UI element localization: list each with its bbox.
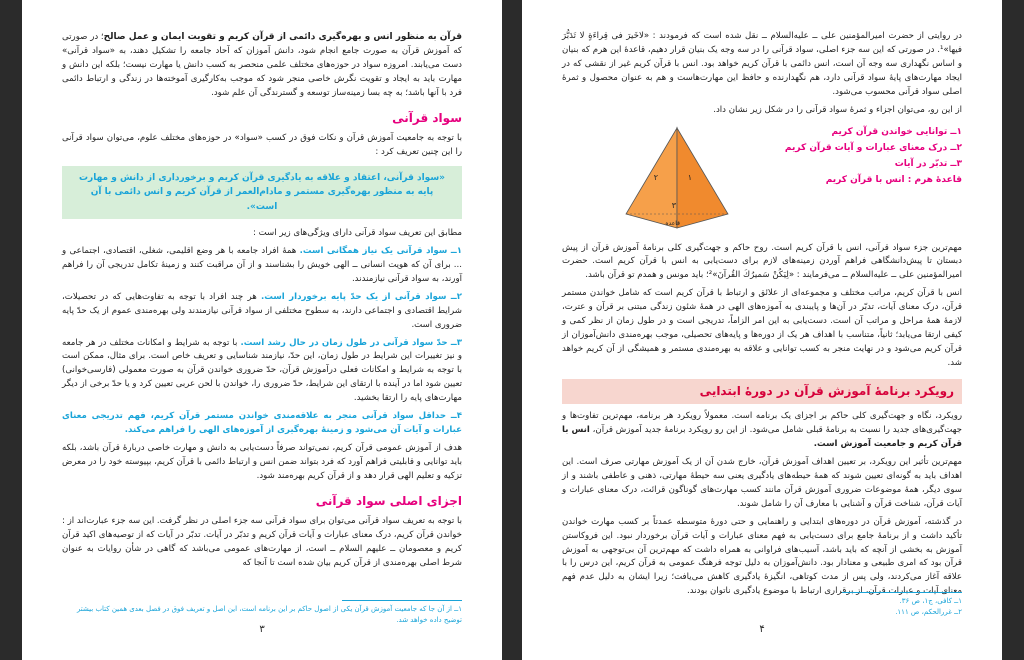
pyramid-diagram (622, 124, 732, 232)
section-text: با توجه به جامعیت آموزش قرآن و نکات فوق در کسب «سواد» در حوزه‌های مختلف علوم، می‌توان سواد قرآنی را این چنین تعریف کرد : (62, 133, 462, 157)
paragraph-text: رویکرد، نگاه و جهت‌گیری کلی حاکم بر اجزای یک برنامه است. معمولاً رویکرد هر برنامه، مهم‌ترین تفاوت‌ها و جهت‌گیری‌های جدید را نسبت به برنامهٔ قبلی شامل می‌شود. از این رو رویکرد برنامهٔ جدید آموزش قرآن، (562, 411, 962, 436)
list-item-title: ۴ــ حداقل سواد قرآنی منجر به علاقه‌مندی خواندن مستمر قرآن کریم، فهم تدریجی معنای عبارات و آیات آن می‌شود و زمینهٔ بهره‌گیری از آموزه‌های الهی را فراهم می‌کند. (62, 411, 462, 436)
paragraph: در گذشته، آموزش قرآن در دوره‌های ابتدایی و راهنمایی و حتی دورهٔ متوسطه عمدتاً بر کسب مهارت خواندن تأکید داشت و از برنامهٔ جامع برای دست‌یابی به فهم معنای عبارات و آیات قرآن برخوردار نبود. این فروکاستن آموزش به بخشی از آنچه که باید باشد، آسیب‌های فراوانی به همراه داشت که مهم‌ترین آن بی‌توجهی به آموزش قرآن بود که امری طبیعی و معنادار بود. دانش‌آموزان به دلیل توجه فرهنگ عمومی به قرآن کریم، این درس را با علاقه آغاز می‌کردند، ولی پس از مدت کوتاهی، انگیزهٔ یادگیری کاهش می‌یافت؛ زیرا ایشان به دلیل عدم فهم معنای آیات و عبارات قرآن، از برقراری ارتباط با موضوع یادگیری ناتوان بودند. (562, 516, 962, 597)
footnote-2: ۲ــ غررالحکم، ص ۱۱۱. (895, 608, 962, 616)
pyramid-label: ۳ (671, 200, 676, 210)
pyramid-base-label: قاعدهٔ هرم : انس با قرآن کریم (825, 175, 962, 186)
page-number: ۳ (259, 623, 265, 635)
list-item-text: همهٔ افراد جامعه با هر وضع اقلیمی، شغلی، اقتصادی، اجتماعی و ... برای آن که هویت انسانی ــ الهی خویش را بشناسند و از آن مراقبت کنند و زمینهٔ تکامل تدریجی آن را فراهم آورند، به سواد قرآنی نیازمندند. (62, 245, 462, 284)
page-left (22, 0, 502, 660)
list-item-text: هر چند افراد با توجه به تفاوت‌هایی که در تحصیلات، شرایط اقتصادی و اجتماعی دارند، به سطوح مختلفی از سواد قرآنی نیازمندند ولی بهره‌مندی عموم از یک حدّ پایه ضروری است. (62, 291, 462, 330)
paragraph: در روایتی از حضرت امیرالمؤمنین علی ــ علیه‌السلام ــ نقل شده است که فرمودند : «لاخَیرَ فی قِراءَةٍ لا تَدَبُّرَ فیها»¹. در صورتی که این سه جزء اصلی، سواد قرآنی را در سه وجه یک بنیان قرار دهیم، قاعدهٔ این هرم که بنیان و اساس نگهداری سه وجه آن است، انس دائمی با قرآن کریم خواهد بود. انس با قرآن کریم غیر از نقشی که در ایجاد مهارت‌های پایهٔ سواد قرآنی دارد، هم نگهدارنده و حافظ این مهارت‌هاست و هم به عنوان محصول و ثمرهٔ اصلی سواد قرآنی محسوب می‌شود. (562, 31, 962, 97)
pyramid-item-3: ۳ــ تدبّر در آیات (894, 158, 962, 169)
pyramid-label: ۲ (653, 172, 658, 182)
paragraph-bold: انس با قرآن کریم و جامعیت آموزش است. (562, 425, 962, 450)
section-text: با توجه به تعریف سواد قرآنی می‌توان برای سواد قرآنی سه جزء اصلی در نظر گرفت. این سه جزء عبارت‌اند از : خواندن قرآن کریم، درک معنای عبارات و آیات قرآن کریم و تدبّر در آیات. تدبّر در آیات که از توصیه‌های اکید قرآن کریم و معصومان ــ علیهم السلام ــ است، از مهارت‌های عمومی می‌باشد که گاهی در شأن روایات به عنوان شرط اصلی بهره‌مندی از قرآن کریم بیان شده است تا آنجا که (62, 516, 462, 568)
list-item-title: ۳ــ حدّ سواد قرآنی در طول زمان در حال رشد است. (240, 337, 462, 348)
section-title-quran-literacy: سواد قرآنی (392, 110, 462, 125)
section-title-approach: رویکرد برنامهٔ آموزش قرآن در دورهٔ ابتدایی (562, 379, 962, 404)
list-item-4-text: هدف از آموزش عمومی قرآن کریم، نمی‌تواند صرفاً دست‌یابی به دانش و مهارت خاصی دربارهٔ قرآن باشد، بلکه باید توانایی و قابلیتی فراهم آورد که فرد بتواند ضمن انس و ارتباط دائمی با قرآن کریم، بپیوسته خود را در معرض تزکیه و تعلیم الهی قرار دهد و از قرآن کریم بهره‌مند شود. (62, 442, 462, 481)
paragraph: مهم‌ترین تأثیر این رویکرد، بر تعیین اهداف آموزش قرآن، خارج شدن آن از یک آموزش مهارتی صرف است. این اهداف باید به گونه‌ای تعیین شوند که همهٔ حیطه‌های یادگیری یعنی سه حیطهٔ مهارتی، ذهنی و عاطفی باشند و از سوی دیگر، همهٔ موضوعات ضروری آموزش قرآن مانند کسب مهارت‌های گوناگون قرائت، درک معنای عبارات و آیات قرآن، شناخت قرآن و آشنایی با معارف آن را شامل شوند. (562, 457, 962, 509)
list-item-text: با توجه به شرایط و امکانات مختلف در هر جامعه و نیز تغییرات این شرایط در طول زمان، این حدّ، نیازمند شناسایی و تعریف خاص است. برای مثال، ممکن است با توجه به شرایط و امکانات فعلی درآموزش قرآن، حدّ ضروری خواندن قرآن به صورت معمولی (فارسی‌خوانی) تعیین شود اما در آینده با ارتقای این شرایط، حدّ ضروری را، خواندن با لحن عربی تعیین کرد و یا حدّ برخی از دیگر مهارت‌های پایه را ارتقا بخشید. (62, 337, 462, 404)
intro-title: قرآن به منظور انس و بهره‌گیری دائمی از قرآن کریم و تقویت ایمان و عمل صالح (103, 32, 462, 42)
pyramid-item-1: ۱ــ توانایی خواندن قرآن کریم (831, 126, 962, 137)
pyramid-face-left (626, 128, 677, 228)
section-title-components: اجزای اصلی سواد قرآنی (315, 493, 462, 508)
footnote-divider (842, 592, 962, 593)
intro-rest: ؛ در صورتی که آموزش قرآن به صورت جامع انجام شود، دانش آموزان که آحاد جامعه را تشکیل دهند، به «سواد قرآنی» دست می‌یابند. امروزه سواد در حوزه‌های مختلف علمی منحصر به کسب دانش یا مهارت نیست؛ بلکه این دانش و مهارت باید به ایجاد و تقویت نگرش خاصی منجر شود که موجب به‌کارگیری آموخته‌ها در زندگی و ارتباط دائمی فرد با آنها باشد؛ به چه بسا زمینه‌ساز توسعه و گسترندگی آن علم شود. (62, 32, 462, 98)
pyramid-legend (762, 124, 962, 189)
page-right (522, 0, 1002, 660)
list-item-1 (62, 245, 462, 287)
footnote-divider (342, 600, 462, 601)
intro-paragraph (62, 30, 462, 101)
list-item-title: ۱ــ سواد قرآنی یک نیاز همگانی است. (299, 245, 462, 256)
list-intro: مطابق این تعریف سواد قرآنی دارای ویژگی‌های زیر است : (252, 228, 462, 239)
footnote-1: ۱ــ کافی، ج۱، ص ۳۶. (899, 597, 962, 605)
pyramid-figure (562, 124, 962, 234)
pyramid-item-2: ۲ــ درک معنای عبارات و آیات قرآن کریم (784, 142, 962, 153)
list-item-title: ۲ــ سواد قرآنی از یک حدّ پایه برخوردار است. (260, 291, 462, 302)
pyramid-label: ۱ (687, 172, 692, 182)
footnote: ۱ــ از آن جا که جامعیت آموزش قرآن یکی از اصول حاکم بر این برنامه است، این اصل و تعریف فوق در فصل بعدی همین کتاب بیشتر توضیح داده خواهد شد. (76, 605, 462, 625)
list-item-2 (62, 291, 462, 333)
page-number: ۴ (759, 623, 765, 635)
paragraph: مهم‌ترین جزء سواد قرآنی، انس با قرآن کریم است. روح حاکم و جهت‌گیری کلی برنامهٔ آموزش قرآن از پیش دبستان تا پیش‌دانشگاهی فراهم آوردن زمینه‌های لازم برای دست‌یابی به انس با قرآن کریم است. حضرت امیرالمؤمنین علی ــ علیه‌السلام ــ می‌فرمایند : «لِيَكُنْ سَميرُكَ القُرآنَ»²؛ باید مونس و همدم تو قرآن باشد. (562, 242, 962, 281)
pyramid-face-right (677, 128, 728, 228)
list-item-3 (62, 337, 462, 407)
definition-quote: «سواد قرآنی، اعتقاد و علاقه به یادگیری قرآن کریم و برخورداری از دانش و مهارت پایه به منظور بهره‌گیری مستمر و مادام‌العمر از قرآن کریم و انس دائمی با آن است». (62, 166, 462, 219)
paragraph: از این رو، می‌توان اجزاء و ثمرهٔ سواد قرآنی را در شکل زیر نشان داد. (713, 104, 962, 115)
paragraph (562, 410, 962, 452)
pyramid-label: قاعده (665, 219, 680, 227)
paragraph: انس با قرآن کریم، مراتب مختلف و مجموعه‌ای از علائق و ارتباط با قرآن کریم است که شامل خواندن مستمر قرآن، درک معنای آیات، تدبّر در آن‌ها و پایبندی به آموزه‌های الهی در همهٔ شئون زندگی مبتنی بر قرآن و عترت، لازمهٔ همهٔ مراحل و مراتب آن است. دست‌یابی به این امر الزاماً، تدریجی است و در طول زمان از نظر کمی و کیفی ارتقا می‌یابد؛ ثانیاً، متناسب با اهداف هر یک از دوره‌ها و پایه‌های تحصیلی، موجب بهره‌مندی دانش‌آموزان از قرآن کریم می‌شود و در نهایت منجر به کسب توانایی و علاقه به بهره‌مندی مستمر و همیشگی از آن کریم خواهد شد. (562, 288, 962, 368)
list-item-4-title (62, 410, 462, 438)
